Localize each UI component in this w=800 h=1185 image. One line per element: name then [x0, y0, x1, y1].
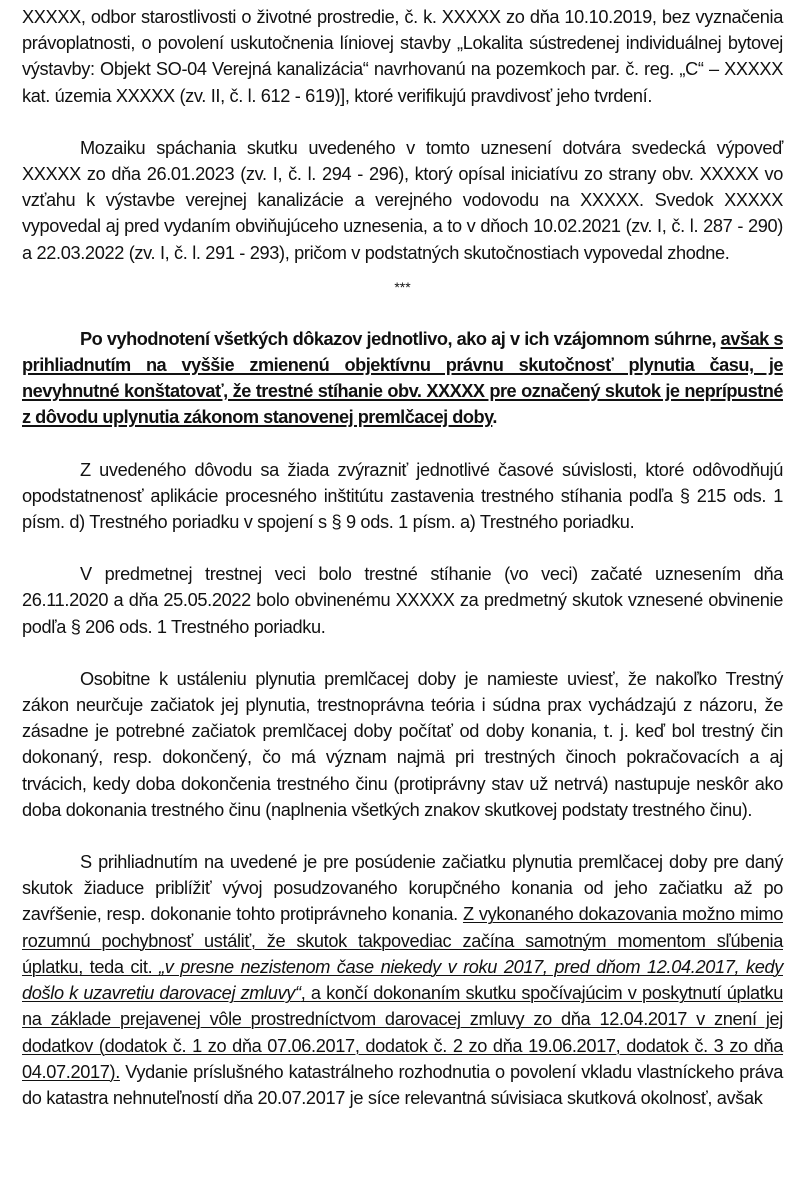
timeline-lead: S prihliadnutím na uvedené je pre posúdenie začiatku plynutia premlčacej doby pre daný skutok žiaduce priblížiť vývoj posudzovaného korupčného konania od jeho začiatku až po zavŕšenie, resp. dokonanie tohto protiprávneho konania. — [22, 852, 783, 925]
paragraph-time-context: Z uvedeného dôvodu sa žiada zvýrazniť jednotlivé časové súvislosti, ktoré odôvodňujú opodstatnenosť aplikácie procesného inštitútu zastavenia trestného stíhania podľa § 215 ods. 1 písm. d) Trestného poriadku v spojení s § 9 ods. 1 písm. a) Trestného poriadku. — [22, 459, 783, 533]
document-page — [22, 4, 783, 1111]
timeline-underlined-a: Z vykonaného dokazovania možno mimo rozumnú pochybnosť ustáliť, že skutok takpovediac začína samotným momentom sľúbenia úplatku, teda cit. — [22, 904, 783, 977]
paragraph-prosecution-start: V predmetnej trestnej veci bolo trestné stíhanie (vo veci) začaté uznesením dňa 26.11.2020 a dňa 25.05.2022 bolo obvinenému XXXXX za predmetný skutok vznesené obvinenie podľa § 206 ods. 1 Trestného poriadku. — [22, 564, 783, 637]
paragraph-act-timeline — [22, 849, 783, 1111]
section-separator: *** — [394, 278, 411, 295]
paragraph-conclusion — [22, 326, 783, 431]
paragraph-limitation-period: Osobitne k ustáleniu plynutia premlčacej doby je namieste uviesť, že nakoľko Trestný zákon neurčuje začiatok jej plynutia, trestnoprávna teória i súdna prax vychádzajú z názoru, že zásadne je potrebné začiatok premlčacej doby počítať od doby konania, t. j. keď bol trestný čin dokonaný, resp. dokončený, čo má význam najmä pri trestných činoch pokračovacích a aj trvácich, kedy doba dokončenia trestného činu (protiprávny stav už netrvá) nastupuje neskôr ako doba dokonania trestného činu (naplnenia všetkých znakov skutkovej podstaty trestného činu). — [22, 668, 783, 820]
conclusion-tail: . — [492, 407, 497, 428]
timeline-underlined-b: , a končí dokonaním skutku spočívajúcim v poskytnutí úplatku na základe prejavenej vôle prostredníctvom darovacej zmluvy zo dňa 12.04.2017 v znení jej dodatkov (dodatok č. 1 zo dňa 07.06.2017, dodatok č. 2 zo dňa 19.06.2017, dodatok č. 3 zo dňa 04.07.2017). — [22, 983, 783, 1082]
paragraph-witness-testimony: Mozaiku spáchania skutku uvedeného v tomto uznesení dotvára svedecká výpoveď XXXXX zo dňa 26.01.2023 (zv. I, č. l. 294 - 296), ktorý opísal iniciatívu zo strany obv. XXXXX vo vzťahu k výstavbe verejnej kanalizácie a verejného vodovodu na XXXXX. Svedok XXXXX vypovedal aj pred vydaním obviňujúceho uznesenia, a to v dňoch 10.02.2021 (zv. I, č. l. 287 - 290) a 22.03.2022 (zv. I, č. l. 291 - 293), pričom v podstatných skutočnostiach vypovedal zhodne. — [22, 137, 783, 263]
timeline-underlined-quote: „v presne nezistenom čase niekedy v roku 2017, pred dňom 12.04.2017, kedy došlo k uzavretiu darovacej zmluvy“ — [22, 956, 783, 1004]
conclusion-lead: Po vyhodnotení všetkých dôkazov jednotlivo, ako aj v ich vzájomnom súhrne, — [80, 328, 721, 349]
timeline-tail: Vydanie príslušného katastrálneho rozhodnutia o povolení vkladu vlastníckeho práva do katastra nehnuteľností dňa 20.07.2017 je síce relevantná súvisiaca skutková okolnosť, avšak — [22, 1061, 783, 1108]
conclusion-underlined: avšak s prihliadnutím na vyššie zmienenú objektívnu právnu skutočnosť plynutia času, je nevyhnutné konštatovať, že trestné stíhanie obv. XXXXX pre označený skutok je neprípustné z dôvodu uplynutia zákonom stanovenej premlčacej doby — [22, 328, 783, 428]
paragraph-decision-reference: XXXXX, odbor starostlivosti o životné prostredie, č. k. XXXXX zo dňa 10.10.2019, bez vyznačenia právoplatnosti, o povolení uskutočnenia líniovej stavby „Lokalita sústredenej individuálnej bytovej výstavby: Objekt SO-04 Verejná kanalizácia“ navrhovanú na pozemkoch par. č. reg. „C“ – XXXXX kat. územia XXXXX (zv. II, č. l. 612 - 619)], ktoré verifikujú pravdivosť jeho tvrdení. — [22, 7, 783, 106]
